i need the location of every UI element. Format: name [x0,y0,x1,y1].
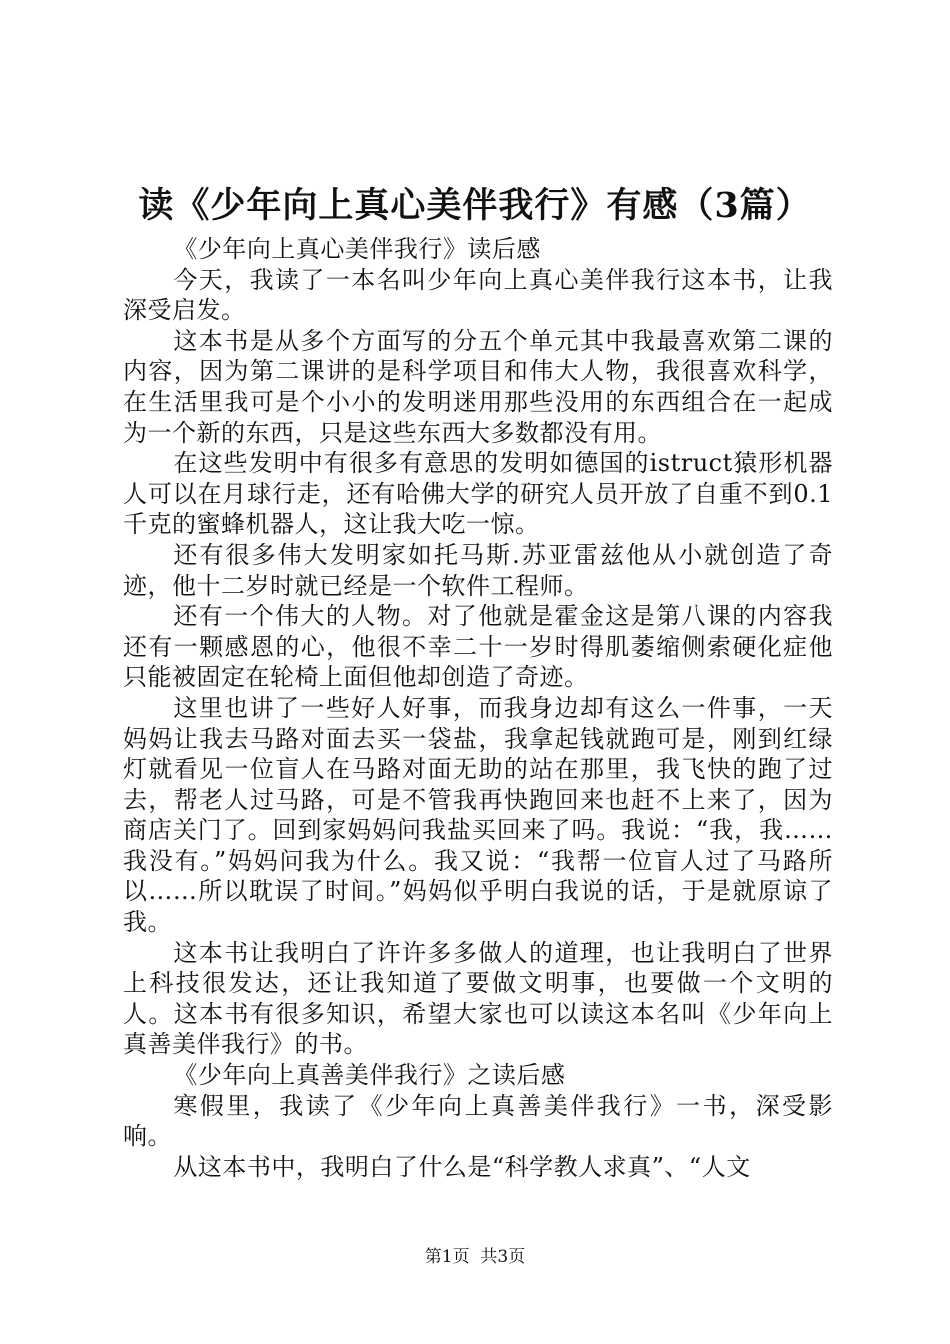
section-heading-1: 《少年向上真心美伴我行》读后感 [173,235,541,263]
paragraph: 这本书让我明白了许许多多做人的道理，也让我明白了世界上科技很发达，还让我知道了要做文明事，也要做一个文明的人。这本书有很多知识，希望大家也可以读这本名叫《少年向上真善美伴我行》的书。 [123,938,833,1059]
paragraph: 还有很多伟大发明家如托马斯.苏亚雷兹他从小就创造了奇迹，他十二岁时就已经是一个软件工程师。 [123,540,833,600]
paragraph: 寒假里，我读了《少年向上真善美伴我行》一书，深受影响。 [123,1091,833,1151]
document-body [123,234,833,1182]
paragraph: 在这些发明中有很多有意思的发明如德国的istruct猿形机器人可以在月球行走，还有哈佛大学的研究人员开放了自重不到0.1千克的蜜蜂机器人，这让我大吃一惊。 [123,449,833,539]
document-title: 读《少年向上真心美伴我行》有感（3篇） [138,185,812,226]
paragraph: 从这本书中，我明白了什么是“科学教人求真”、“人文 [173,1152,751,1181]
paragraph: 这里也讲了一些好人好事，而我身边却有这么一件事，一天妈妈让我去马路对面去买一袋盐，我拿起钱就跑可是，刚到红绿灯就看见一位盲人在马路对面无助的站在那里，我飞快的跑了过去，帮老人过马路，可是不管我再快跑回来也赶不上来了，因为商店关门了。回到家妈妈问我盐买回来了吗。我说：“我，我……我没有。”妈妈问我为什么。我又说：“我帮一位盲人过了马路所以……所以耽误了时间。”妈妈似乎明白我说的话，于是就原谅了我。 [123,693,833,937]
paragraph: 还有一个伟大的人物。对了他就是霍金这是第八课的内容我还有一颗感恩的心，他很不幸二十一岁时得肌萎缩侧索硬化症他只能被固定在轮椅上面但他却创造了奇迹。 [123,602,833,692]
paragraph: 今天，我读了一本名叫少年向上真心美伴我行这本书，让我深受启发。 [123,265,833,325]
paragraph: 这本书是从多个方面写的分五个单元其中我最喜欢第二课的内容，因为第二课讲的是科学项目和伟大人物，我很喜欢科学，在生活里我可是个小小的发明迷用那些没用的东西组合在一起成为一个新的东西，只是这些东西大多数都没有用。 [123,326,833,447]
section-heading-2: 《少年向上真善美伴我行》之读后感 [173,1061,566,1090]
page-footer: 第1页 共3页 [424,1247,526,1267]
